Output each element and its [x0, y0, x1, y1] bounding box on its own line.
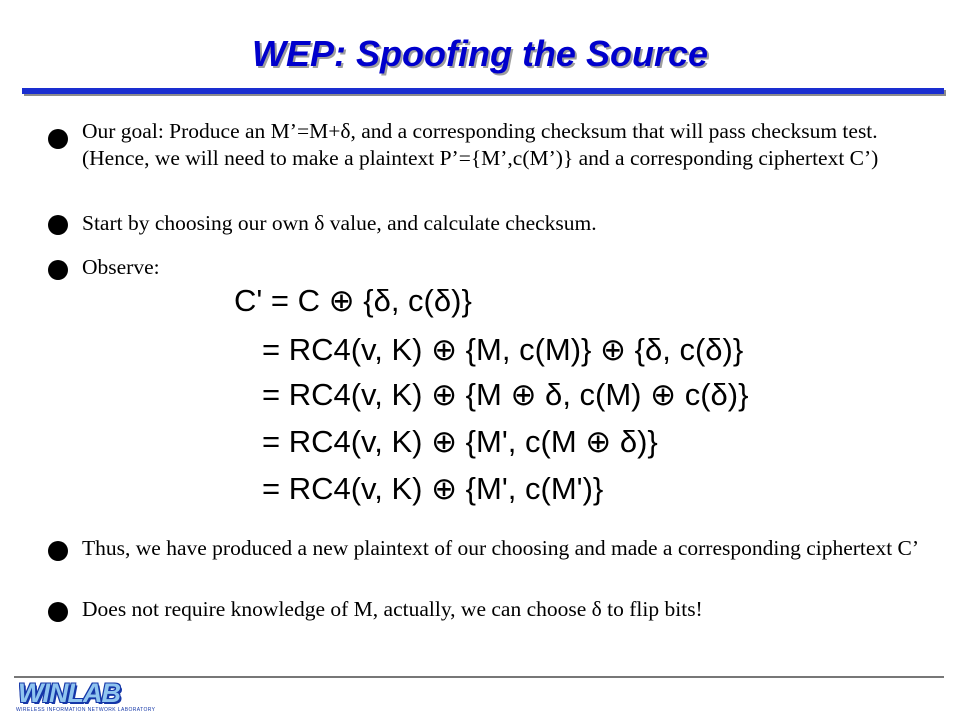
- bullet-dot-5: [48, 602, 68, 622]
- equation-line-2: = RC4(v, K) ⊕ {M, c(M)} ⊕ {δ, c(δ)}: [262, 332, 744, 367]
- footer-divider: [14, 676, 944, 678]
- bullet-text-4: Thus, we have produced a new plaintext of our choosing and made a corresponding ciphertext C’: [82, 536, 920, 560]
- equation-line-3: = RC4(v, K) ⊕ {M ⊕ δ, c(M) ⊕ c(δ)}: [262, 377, 749, 412]
- logo-wordmark: WINLAB: [18, 678, 120, 708]
- winlab-logo: [12, 680, 188, 716]
- equation-line-4: = RC4(v, K) ⊕ {M', c(M ⊕ δ)}: [262, 424, 658, 459]
- bullet-text-3: Observe:: [82, 255, 160, 279]
- logo-subtitle: WIRELESS INFORMATION NETWORK LABORATORY: [16, 707, 156, 713]
- bullet-dot-2: [48, 215, 68, 235]
- bullet-text-2: Start by choosing our own δ value, and calculate checksum.: [82, 211, 597, 235]
- equation-line-1: C' = C ⊕ {δ, c(δ)}: [234, 283, 472, 318]
- slide-title: WEP: Spoofing the Source: [252, 33, 708, 74]
- equation-line-5: = RC4(v, K) ⊕ {M', c(M')}: [262, 471, 604, 506]
- bullet-dot-3: [48, 260, 68, 280]
- bullet-text-5: Does not require knowledge of M, actually, we can choose δ to flip bits!: [82, 597, 703, 621]
- bullet-text-1: Our goal: Produce an M’=M+δ, and a corresponding checksum that will pass checksum test. (Hence, we will need to make a plaintext P’={M’,c(M’)} and a corresponding ciphertext C’): [82, 119, 879, 170]
- bullet-dot-1: [48, 129, 68, 149]
- title-underline: [22, 88, 944, 94]
- bullet-dot-4: [48, 541, 68, 561]
